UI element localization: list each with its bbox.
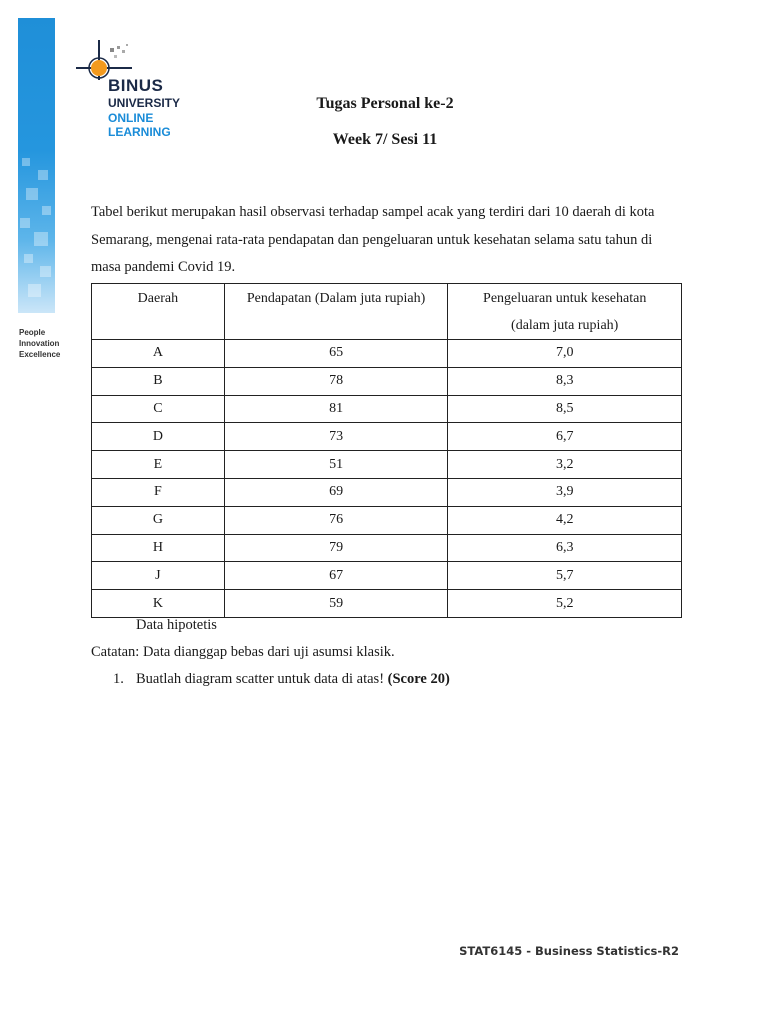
data-note: Data hipotetis [136, 617, 217, 633]
cell-daerah: A [92, 340, 225, 368]
cell-pengeluaran: 6,7 [448, 423, 682, 451]
header-pengeluaran [448, 284, 682, 340]
cell-pengeluaran: 8,3 [448, 367, 682, 395]
cell-daerah: J [92, 562, 225, 590]
binus-logo [72, 38, 202, 148]
question-number: 1. [113, 671, 124, 687]
cell-daerah: C [92, 395, 225, 423]
cell-daerah: E [92, 451, 225, 479]
cell-daerah: K [92, 590, 225, 618]
table-row [92, 590, 682, 618]
cell-pendapatan: 73 [224, 423, 448, 451]
cell-pengeluaran: 5,2 [448, 590, 682, 618]
cell-daerah: D [92, 423, 225, 451]
cell-pengeluaran: 3,9 [448, 478, 682, 506]
cell-pendapatan: 51 [224, 451, 448, 479]
logo-university-text: UNIVERSITY [108, 96, 181, 110]
table-row [92, 506, 682, 534]
table-row [92, 340, 682, 368]
tagline-people: People [19, 328, 46, 337]
logo-learning-text: LEARNING [108, 125, 171, 139]
table-row [92, 367, 682, 395]
cell-daerah: B [92, 367, 225, 395]
header-pengeluaran-line1: Pengeluaran untuk kesehatan [483, 291, 647, 306]
cell-pendapatan: 69 [224, 478, 448, 506]
cell-pengeluaran: 8,5 [448, 395, 682, 423]
cell-pendapatan: 78 [224, 367, 448, 395]
tagline-excellence: Excellence [19, 350, 61, 359]
logo-online-text: ONLINE [108, 111, 154, 125]
question-item [113, 671, 450, 688]
page-footer: STAT6145 - Business Statistics-R2 [459, 944, 679, 958]
cell-daerah: H [92, 534, 225, 562]
cell-daerah: G [92, 506, 225, 534]
cell-pendapatan: 65 [224, 340, 448, 368]
table-row [92, 423, 682, 451]
cell-pengeluaran: 6,3 [448, 534, 682, 562]
header-pendapatan: Pendapatan (Dalam juta rupiah) [224, 284, 448, 340]
data-table [91, 283, 682, 618]
table-row [92, 534, 682, 562]
cell-pendapatan: 59 [224, 590, 448, 618]
cell-pendapatan: 76 [224, 506, 448, 534]
cell-pendapatan: 81 [224, 395, 448, 423]
cell-pengeluaran: 5,7 [448, 562, 682, 590]
table-header-row [92, 284, 682, 340]
cell-pengeluaran: 3,2 [448, 451, 682, 479]
page-subtitle: Week 7/ Sesi 11 [332, 131, 438, 148]
logo-binus-text: BINUS [108, 76, 164, 95]
side-brand-bar [18, 18, 55, 313]
header-daerah: Daerah [92, 284, 225, 340]
tagline-innovation: Innovation [19, 339, 60, 348]
intro-paragraph: Tabel berikut merupakan hasil observasi terhadap sampel acak yang terdiri dari 10 daerah di kota Semarang, mengenai rata-rata pendapatan dan pengeluaran untuk kesehatan selama satu tahun di masa pandemi Covid 19. [91, 204, 655, 275]
cell-pengeluaran: 7,0 [448, 340, 682, 368]
question-score: (Score 20) [387, 671, 450, 687]
question-text: Buatlah diagram scatter untuk data di atas! [136, 671, 385, 687]
table-row [92, 395, 682, 423]
cell-pengeluaran: 4,2 [448, 506, 682, 534]
cell-pendapatan: 79 [224, 534, 448, 562]
table-row [92, 451, 682, 479]
header-pengeluaran-line2: (dalam juta rupiah) [511, 318, 619, 333]
cell-pendapatan: 67 [224, 562, 448, 590]
cell-daerah: F [92, 478, 225, 506]
tagline [19, 327, 60, 360]
table-row [92, 562, 682, 590]
catatan-note: Catatan: Data dianggap bebas dari uji asumsi klasik. [91, 644, 395, 660]
page-title: Tugas Personal ke-2 [316, 95, 454, 112]
table-row [92, 478, 682, 506]
